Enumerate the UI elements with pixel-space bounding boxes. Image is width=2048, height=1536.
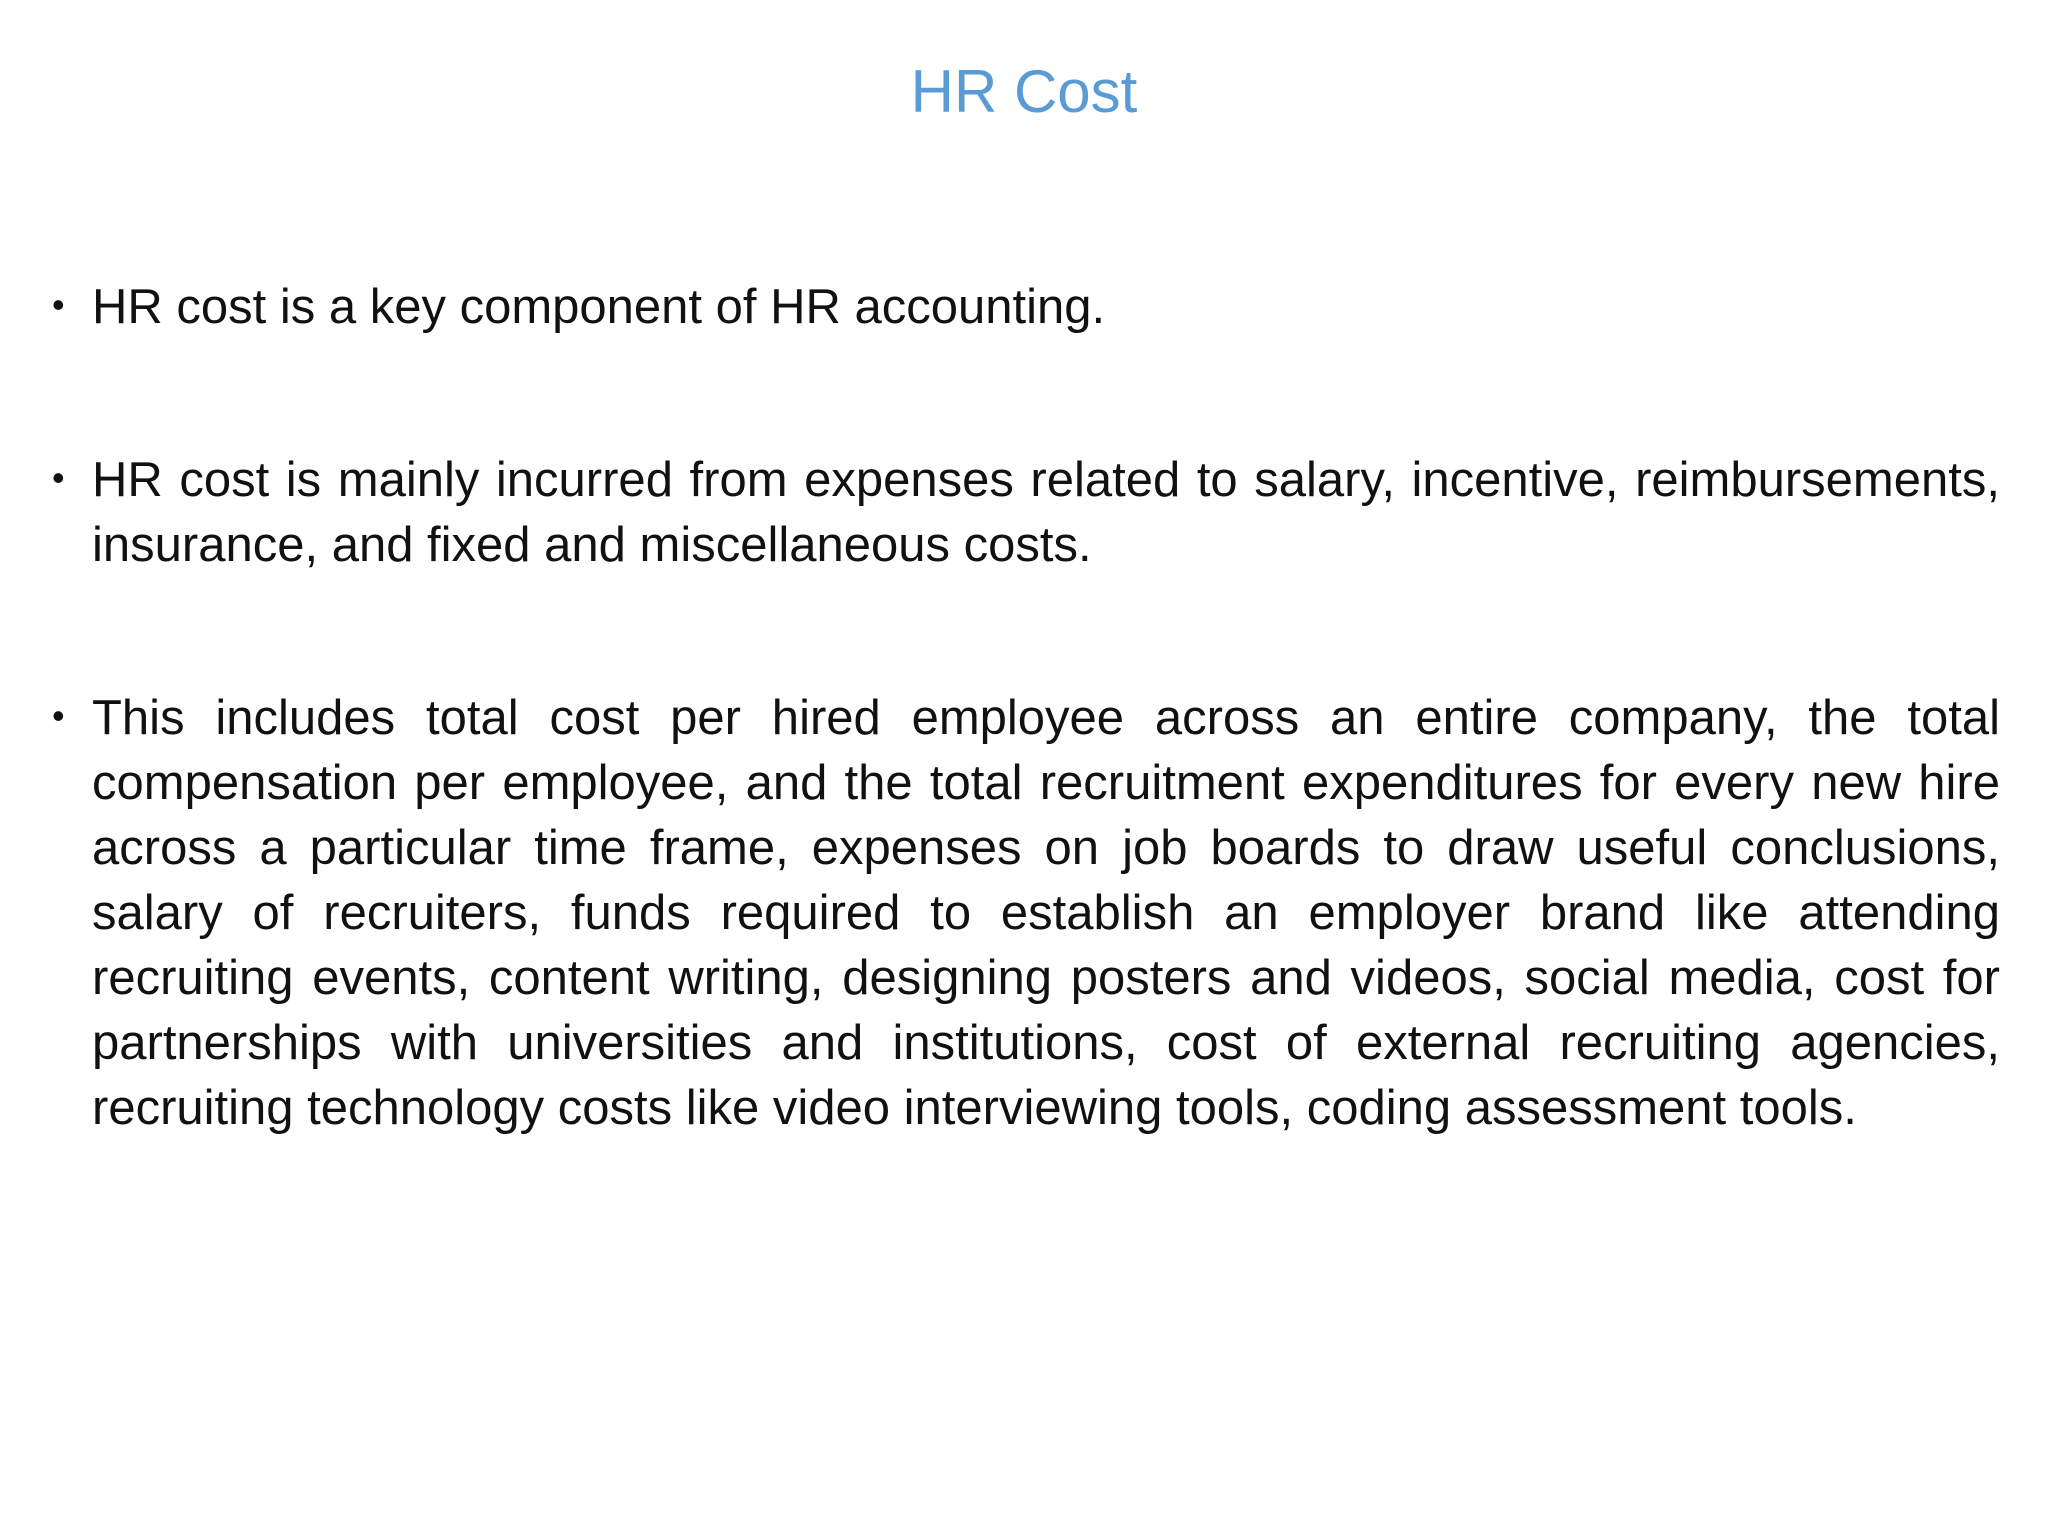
bullet-icon: • [52,284,65,325]
bullet-list [52,275,2000,1141]
bullet-text: HR cost is mainly incurred from expenses related to salary, incentive, reimbursements, insurance, and fixed and miscellaneous costs. [92,453,2000,572]
bullet-icon: • [52,457,65,498]
bullet-text: HR cost is a key component of HR accounting. [92,280,1106,334]
bullet-item [52,448,2000,578]
bullet-item [52,686,2000,1141]
bullet-text: This includes total cost per hired employee across an entire company, the total compensation per employee, and the total recruitment expenditures for every new hire across a particular time frame, expenses on job boards to draw useful conclusions, salary of recruiters, funds required to establish an employer brand like attending recruiting events, content writing, designing posters and videos, social media, cost for partnerships with universities and institutions, cost of external recruiting agencies, recruiting technology costs like video interviewing tools, coding assessment tools. [92,691,2000,1135]
bullet-item [52,275,2000,340]
bullet-icon: • [52,695,65,736]
slide-title: HR Cost [910,58,1138,125]
